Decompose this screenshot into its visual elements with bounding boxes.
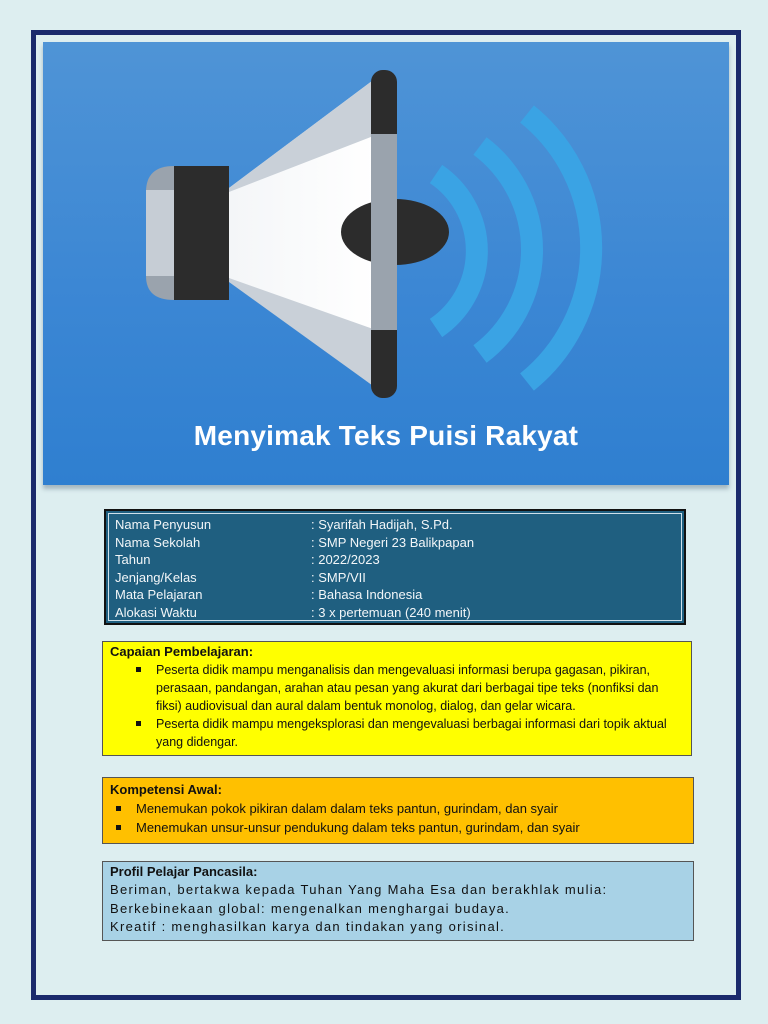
square-bullet-icon [136,721,141,726]
learning-outcomes-box [102,641,692,756]
identity-row [115,516,675,534]
square-bullet-icon [116,825,121,830]
square-bullet-icon [116,806,121,811]
identity-label: Tahun [115,552,151,568]
identity-table [108,513,682,621]
list-item [156,661,684,715]
identity-value: : 3 x pertemuan (240 menit) [311,604,471,620]
identity-label: Mata Pelajaran [115,587,203,603]
identity-value: : 2022/2023 [311,552,380,568]
list-item [156,715,684,751]
speaker-sound-waves-icon [43,42,729,485]
list-item-text: Peserta didik mampu menganalisis dan mengevaluasi informasi berupa gagasan, pikiran, perasaan, pandangan, arahan atau pesan yang akurat dari berbagai tipe teks (nonfiksi dan fiksi) audiovisual dan aural dalam bentuk monolog, dialog, dan gelar wicara. [156,663,659,713]
profile-line: Beriman, bertakwa kepada Tuhan Yang Maha Esa dan berakhlak mulia: [110,882,608,897]
list-item-text: Menemukan unsur-unsur pendukung dalam teks pantun, gurindam, dan syair [136,820,580,835]
identity-value: : Syarifah Hadijah, S.Pd. [311,517,453,532]
list-item [136,818,686,837]
list-item [136,799,686,818]
identity-label: Nama Penyusun [115,517,212,532]
learning-outcomes-heading: Capaian Pembelajaran: [110,644,254,659]
identity-row [115,534,675,552]
identity-row [115,604,675,622]
identity-row [115,586,675,604]
identity-row [115,551,675,569]
pancasila-profile-heading: Profil Pelajar Pancasila: [110,864,258,879]
initial-competency-list [110,799,686,837]
identity-label: Jenjang/Kelas [115,569,197,585]
sound-wave-inner [436,174,477,328]
sound-wave-arcs [436,114,591,382]
profile-line: Berkebinekaan global: mengenalkan menghargai budaya. [110,900,511,916]
identity-value: : Bahasa Indonesia [311,587,423,603]
identity-label: Alokasi Waktu [115,604,197,620]
learning-outcomes-list [110,661,684,751]
list-item-text: Peserta didik mampu mengeksplorasi dan mengevaluasi berbagai informasi dari topik aktual yang didengar. [156,717,667,749]
identity-row [115,569,675,587]
pancasila-profile-box [102,861,694,941]
initial-competency-heading: Kompetensi Awal: [110,782,222,797]
profile-line: Kreatif : menghasilkan karya dan tindakan yang orisinal. [110,919,506,934]
list-item-text: Menemukan pokok pikiran dalam dalam teks pantun, gurindam, dan syair [136,801,559,816]
identity-value: : SMP Negeri 23 Balikpapan [311,534,475,550]
identity-value: : SMP/VII [311,569,366,585]
page-frame [31,30,741,1000]
identity-label: Nama Sekolah [115,534,201,550]
cover-title: Menyimak Teks Puisi Rakyat [193,420,579,451]
square-bullet-icon [136,667,141,672]
initial-competency-box [102,777,694,844]
cover-banner [43,42,729,485]
identity-box [104,509,686,625]
